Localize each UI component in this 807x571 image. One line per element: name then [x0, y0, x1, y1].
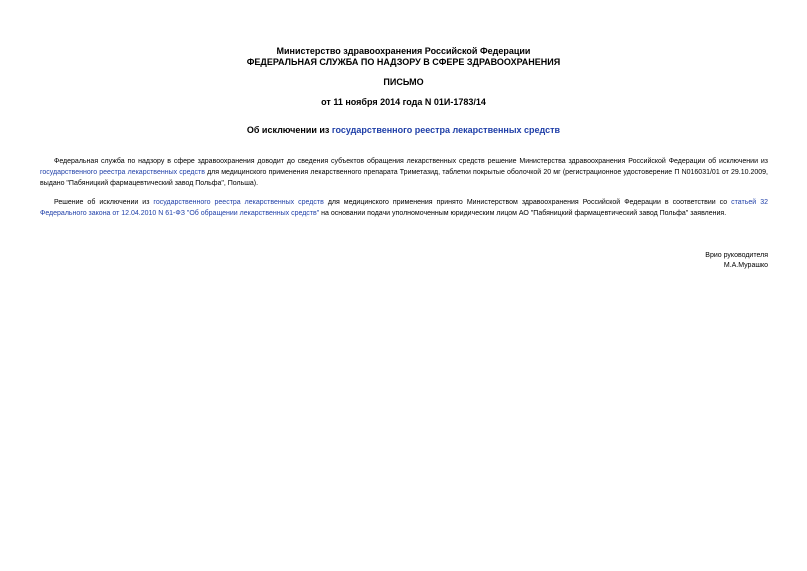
paragraph-1-text-a: Федеральная служба по надзору в сфере здравоохранения доводит до сведения субъектов обращения лекарственных средств решение Министерства здравоохранения Российской Федерации об исключении из	[54, 158, 768, 165]
paragraph-2-registry-link[interactable]: государственного реестра лекарственных средств	[153, 199, 324, 206]
service-name: ФЕДЕРАЛЬНАЯ СЛУЖБА ПО НАДЗОРУ В СФЕРЕ ЗДРАВООХРАНЕНИЯ	[246, 57, 561, 67]
paragraph-2-text-b: для медицинского применения принято Министерством здравоохранения Российской Федерации в соответствии со	[323, 199, 732, 206]
paragraph-1-registry-link[interactable]: государственного реестра лекарственных средств	[40, 169, 205, 176]
ministry-name: Министерство здравоохранения Российской Федерации	[276, 46, 531, 56]
title-registry-link[interactable]: государственного реестра лекарственных средств	[331, 125, 561, 135]
paragraph-1	[40, 156, 768, 189]
document-title	[0, 125, 807, 136]
signature-name: М.А.Мурашко	[723, 262, 768, 269]
paragraph-2	[40, 197, 768, 219]
paragraph-1-text-b: для медицинского применения лекарственного препарата Триметазид, таблетки покрытые оболочкой 20 мг (регистрационное удостоверение П N016031/01 от 29.10.2009, выдано "Пабяницкий фармацевтический завод Польфа", Польша).	[40, 169, 768, 187]
document-date-number: от 11 ноября 2014 года N 01И-1783/14	[321, 97, 486, 107]
document-type: ПИСЬМО	[383, 77, 424, 87]
paragraph-2-text-a: Решение об исключении из	[54, 199, 154, 206]
signature-position: Врио руководителя	[705, 252, 768, 259]
paragraph-2-text-c: на основании подачи уполномоченным юридическим лицом АО "Пабяницкий фармацевтический завод Польфа" заявления.	[319, 210, 727, 217]
title-prefix: Об исключении из	[246, 125, 332, 135]
paragraph-2-law-article-link[interactable]: статьей 32 Федерального закона от 12.04.2010 N 61-ФЗ "Об обращении лекарственных средств"	[40, 199, 768, 217]
